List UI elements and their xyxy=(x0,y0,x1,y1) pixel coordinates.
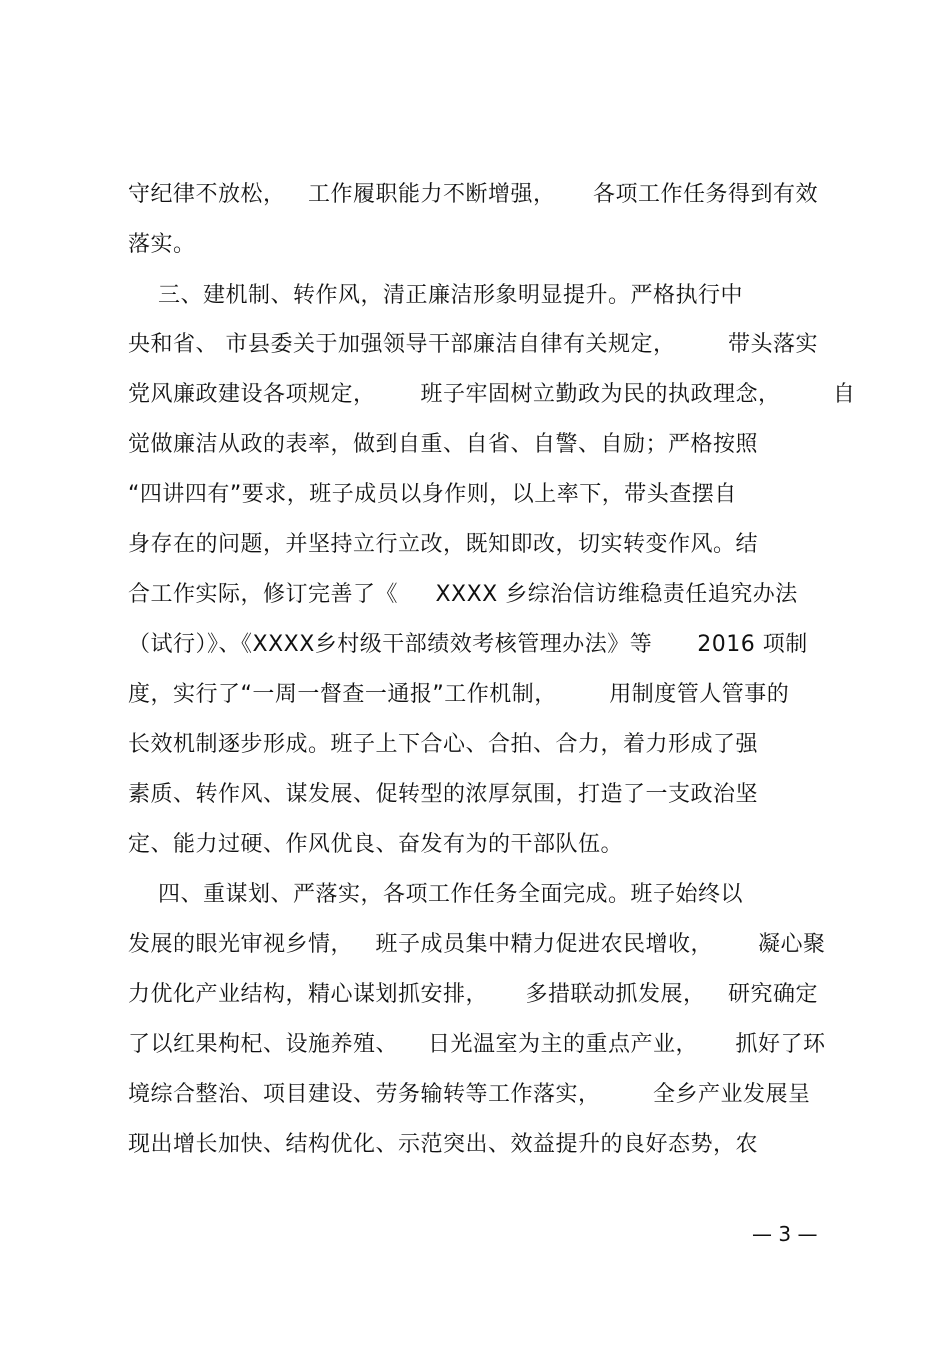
text-line: 落实。 xyxy=(128,232,196,257)
page-number: — 3 — xyxy=(752,1222,818,1246)
text-line: 身存在的问题，并坚持立行立改，既知即改，切实转变作风。结 xyxy=(128,532,759,557)
text-line: 度，实行了“一周一督查一通报”工作机制， 用制度管人管事的 xyxy=(128,682,790,707)
paragraph-heading-4: 四、重谋划、严落实，各项工作任务全面完成。班子始终以 xyxy=(128,882,743,907)
text-line: 合工作实际，修订完善了《 XXXX 乡综治信访维稳责任追究办法 xyxy=(128,582,798,607)
text-line: （试行）》、《XXXX乡村级干部绩效考核管理办法》等 2016 项制 xyxy=(128,632,808,657)
text-line: 素质、转作风、谋发展、促转型的浓厚氛围，打造了一支政治坚 xyxy=(128,782,759,807)
text-line: “四讲四有”要求，班子成员以身作则，以上率下，带头查摆自 xyxy=(128,482,737,507)
text-line: 力优化产业结构，精心谋划抓安排， 多措联动抓发展， 研究确定 xyxy=(128,982,818,1007)
text-line: 守纪律不放松， 工作履职能力不断增强， 各项工作任务得到有效 xyxy=(128,182,818,207)
paragraph-heading-3: 三、建机制、转作风，清正廉洁形象明显提升。严格执行中 xyxy=(128,283,743,308)
text-line: 境综合整治、项目建设、劳务输转等工作落实， 全乡产业发展呈 xyxy=(128,1082,811,1107)
text-line: 长效机制逐步形成。班子上下合心、合拍、合力，着力形成了强 xyxy=(128,732,759,757)
text-line: 了以红果枸杞、设施养殖、 日光温室为主的重点产业， 抓好了环 xyxy=(128,1032,826,1057)
text-line: 觉做廉洁从政的表率，做到自重、自省、自警、自励；严格按照 xyxy=(128,432,759,457)
text-line: 发展的眼光审视乡情， 班子成员集中精力促进农民增收， 凝心聚 xyxy=(128,932,826,957)
text-line: 定、能力过硬、作风优良、奋发有为的干部队伍。 xyxy=(128,832,624,857)
text-line: 央和省、 市县委关于加强领导干部廉洁自律有关规定， 带头落实 xyxy=(128,332,818,357)
text-line: 党风廉政建设各项规定， 班子牢固树立勤政为民的执政理念， 自 xyxy=(128,382,856,407)
text-line: 现出增长加快、结构优化、示范突出、效益提升的良好态势，农 xyxy=(128,1132,759,1157)
